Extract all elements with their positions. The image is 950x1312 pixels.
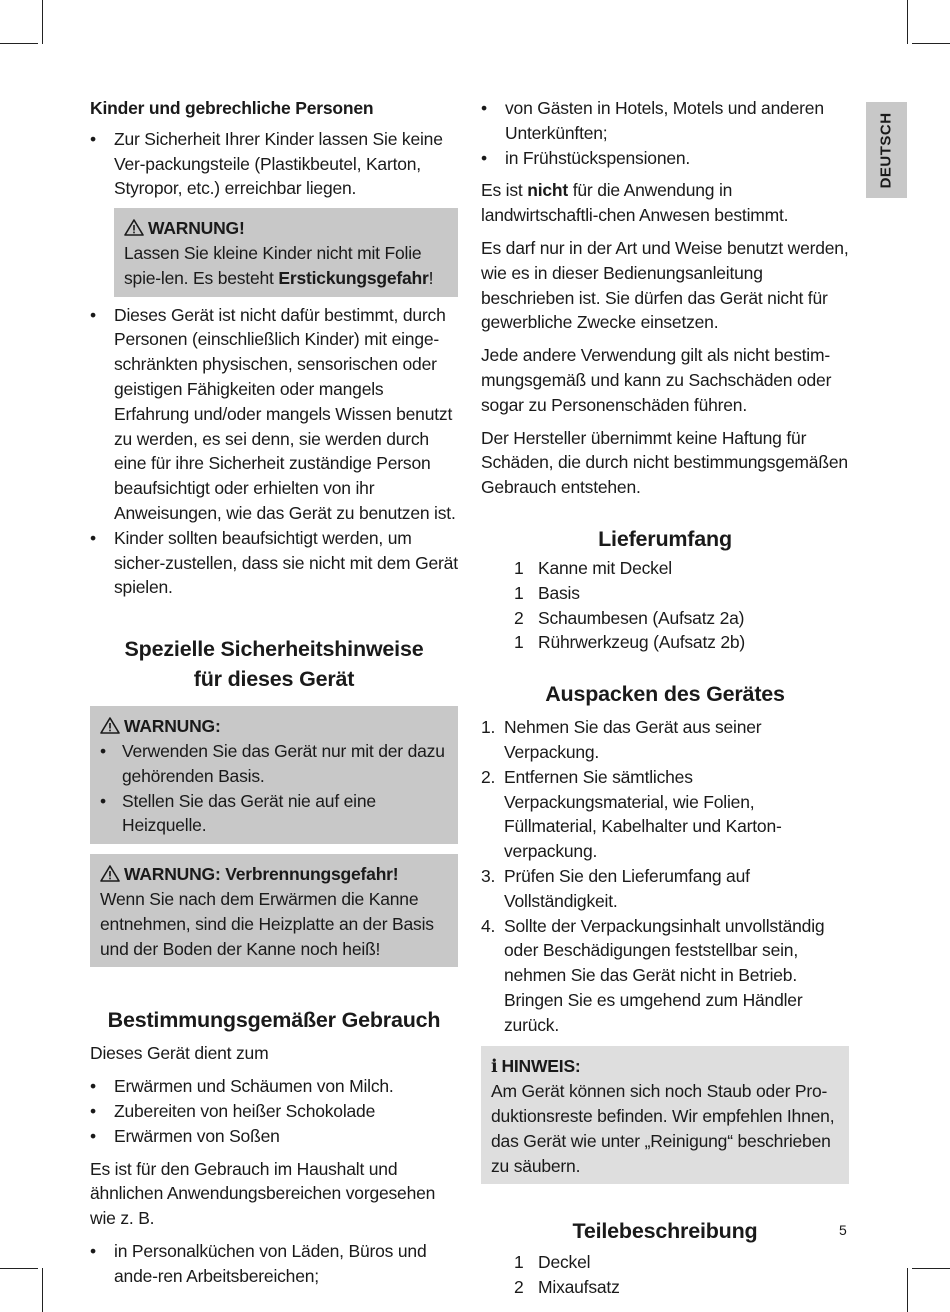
list-item: 3. Prüfen Sie den Lieferumfang auf Vollständigkeit.: [481, 865, 750, 911]
household-list-continued: [481, 96, 849, 170]
intended-use-heading: Bestimmungsgemäßer Gebrauch: [107, 1008, 441, 1033]
crop-mark: [912, 43, 950, 44]
household-list: [90, 1239, 458, 1289]
list-item: 1 Basis: [514, 582, 580, 603]
list-item: 2 Mixaufsatz: [514, 1277, 620, 1298]
crop-mark: [907, 0, 908, 44]
warning-title: WARNUNG:: [100, 714, 448, 739]
warning-triangle-icon: [100, 717, 120, 734]
warning-box-burn: [90, 854, 458, 967]
list-item: 1 Kanne mit Deckel: [514, 557, 672, 578]
list-item: • Verwenden Sie das Gerät nur mit der dazu gehörenden Basis.: [100, 739, 448, 789]
usage-intro: Dieses Gerät dient zum: [90, 1043, 269, 1064]
language-tab: [866, 102, 907, 198]
left-column: [90, 96, 458, 1288]
list-item: • Dieses Gerät ist nicht dafür bestimmt, durch Personen (einschließlich Kinder) mit einge-schränkten physischen, sensorischen oder geistigen Fähigkeiten oder mangels Erfahrung und/oder mangels Wissen benutzt zu werden, es sei denn, sie werden durch eine für ihre Sicherheit zuständige Person beaufsichtigt oder erhielten von ihr Anweisungen, wie das Gerät zu benutzen ist.: [90, 303, 458, 526]
list-item: • Kinder sollten beaufsichtigt werden, um sicher-zustellen, dass sie nicht mit dem Gerät spielen.: [90, 526, 458, 600]
list-item: • von Gästen in Hotels, Motels und anderen Unterkünften;: [481, 96, 849, 146]
page-number: 5: [839, 1222, 847, 1238]
warning-box-base: [90, 706, 458, 844]
crop-mark: [907, 1268, 908, 1312]
list-item: 1. Nehmen Sie das Gerät aus seiner Verpackung.: [481, 717, 762, 762]
crop-mark: [0, 1268, 38, 1269]
language-tab-label: DEUTSCH: [877, 111, 895, 188]
list-item: 2. Entfernen Sie sämtliches Verpackungsmaterial, wie Folien, Füllmaterial, Kabelhalter und Karton-verpackung.: [481, 766, 782, 862]
list-item: • in Frühstückspensionen.: [481, 146, 849, 171]
list-item: • Zur Sicherheit Ihrer Kinder lassen Sie keine Ver-packungsteile (Plastikbeutel, Karton, Styropor, etc.) erreichbar liegen.: [90, 127, 458, 201]
list-item: • Erwärmen und Schäumen von Milch.: [90, 1074, 458, 1099]
list-item: 2 Schaumbesen (Aufsatz 2a): [514, 607, 745, 628]
children-heading: Kinder und gebrechliche Personen: [90, 98, 374, 118]
crop-mark: [42, 1268, 43, 1312]
warning-triangle-icon: [100, 865, 120, 882]
warning-triangle-icon: [124, 219, 144, 236]
list-item: • Erwärmen von Soßen: [90, 1124, 458, 1149]
household-text: Es ist für den Gebrauch im Haushalt und ähnlichen Anwendungsbereichen vorgesehen wie z. B.: [90, 1158, 436, 1229]
warning-title: WARNUNG!: [124, 216, 448, 241]
hint-text: Am Gerät können sich noch Staub oder Pro-duktionsreste befinden. Wir empfehlen Ihnen, das Gerät wie unter „Reinigung“ beschrieben zu säubern.: [491, 1081, 835, 1176]
list-item: • Stellen Sie das Gerät nie auf eine Heizquelle.: [100, 789, 448, 839]
hint-box: [481, 1046, 849, 1185]
warning-text: Wenn Sie nach dem Erwärmen die Kanne entnehmen, sind die Heizplatte an der Basis und der Boden der Kanne noch heiß!: [100, 888, 434, 959]
list-item: 1 Rührwerkzeug (Aufsatz 2b): [514, 632, 746, 653]
delivery-list: [481, 556, 849, 655]
parts-heading: Teilebeschreibung: [572, 1219, 758, 1244]
manner-text: Es darf nur in der Art und Weise benutzt werden, wie es in dieser Bedienungsanleitung beschrieben ist. Sie dürfen das Gerät nicht für gewerbliche Zwecke einsetzen.: [481, 237, 849, 333]
hint-title: i HINWEIS:: [491, 1054, 839, 1080]
crop-mark: [0, 43, 38, 44]
usage-list: [90, 1074, 458, 1148]
agriculture-text: Es ist nicht für die Anwendung in landwirtschaftli-chen Anwesen bestimmt.: [481, 180, 789, 226]
warning-text: Lassen Sie kleine Kinder nicht mit Folie spie-len. Es besteht Erstickungsgefahr!: [124, 242, 434, 288]
parts-list: [481, 1250, 849, 1300]
crop-mark: [42, 0, 43, 44]
list-item: • Zubereiten von heißer Schokolade: [90, 1099, 458, 1124]
other-use-text: Jede andere Verwendung gilt als nicht bestim-mungsgemäß und kann zu Sachschäden oder sogar zu Personenschäden führen.: [481, 345, 832, 415]
warning-box-suffocation: [114, 208, 458, 296]
delivery-heading: Lieferumfang: [598, 526, 732, 551]
liability-text: Der Hersteller übernimmt keine Haftung für Schäden, die durch nicht bestimmungsgemäßen Gebrauch entstehen.: [481, 427, 848, 498]
unpack-heading: Auspacken des Gerätes: [545, 682, 785, 707]
crop-mark: [912, 1268, 950, 1269]
list-item: • in Personalküchen von Läden, Büros und ande-ren Arbeitsbereichen;: [90, 1239, 458, 1289]
right-column: [481, 96, 849, 1300]
unpack-steps: [481, 715, 849, 1037]
capability-bullets: [90, 303, 458, 601]
list-item: 4. Sollte der Verpackungsinhalt unvollständig oder Beschädigungen feststellbar sein, nehmen Sie das Gerät nicht in Betrieb. Bringen Sie es umgehend zum Händler zurück.: [481, 915, 825, 1035]
warning-title: WARNUNG: Verbrennungsgefahr!: [100, 862, 448, 887]
warning-list: [100, 739, 448, 838]
special-safety-heading: Spezielle Sicherheitshinweise für dieses Gerät: [124, 637, 424, 692]
list-item: 1 Deckel: [514, 1252, 591, 1273]
children-bullets: [90, 127, 458, 201]
info-icon: i: [491, 1056, 498, 1077]
